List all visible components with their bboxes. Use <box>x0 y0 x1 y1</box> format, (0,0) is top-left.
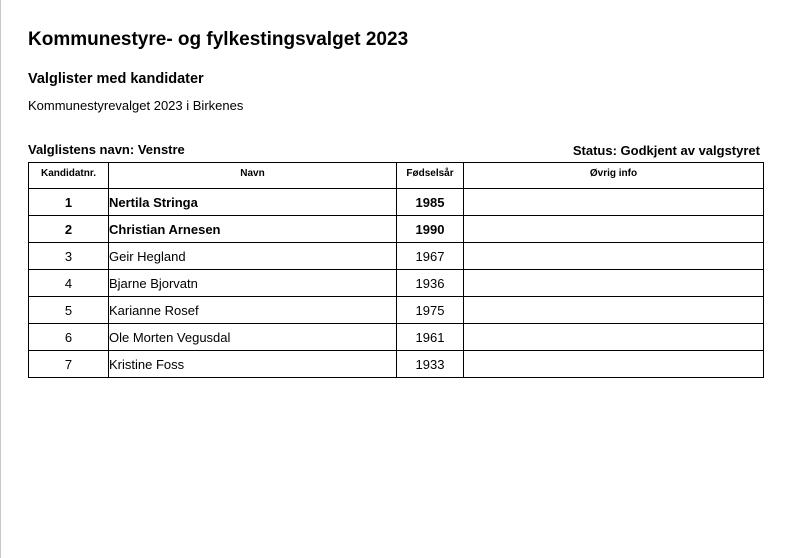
list-name-label: Valglistens navn: Venstre <box>28 142 185 157</box>
candidate-number-cell: 4 <box>29 270 109 297</box>
candidate-name-cell: Geir Hegland <box>109 243 397 270</box>
election-name: Kommunestyrevalget 2023 i Birkenes <box>28 98 244 113</box>
candidate-name-cell: Ole Morten Vegusdal <box>109 324 397 351</box>
candidate-number-cell: 7 <box>29 351 109 378</box>
table-row <box>29 189 764 216</box>
table-row <box>29 243 764 270</box>
candidate-name-cell: Christian Arnesen <box>109 216 397 243</box>
candidate-number-cell: 6 <box>29 324 109 351</box>
list-status-label: Status: Godkjent av valgstyret <box>572 143 760 158</box>
column-header-name: Navn <box>109 163 397 189</box>
candidate-birth-year-cell: 1990 <box>397 216 464 243</box>
candidates-table <box>28 162 764 378</box>
candidate-other-info-cell <box>464 243 764 270</box>
table-row <box>29 324 764 351</box>
candidate-other-info-cell <box>464 297 764 324</box>
table-row <box>29 297 764 324</box>
candidate-birth-year-cell: 1985 <box>397 189 464 216</box>
candidate-number-cell: 2 <box>29 216 109 243</box>
column-header-other-info: Øvrig info <box>464 163 764 189</box>
candidates-table-body <box>29 189 764 378</box>
table-row <box>29 216 764 243</box>
candidate-other-info-cell <box>464 189 764 216</box>
candidate-other-info-cell <box>464 216 764 243</box>
candidate-name-cell: Bjarne Bjorvatn <box>109 270 397 297</box>
table-header-row <box>29 163 764 189</box>
candidate-other-info-cell <box>464 351 764 378</box>
page-title: Kommunestyre- og fylkestingsvalget 2023 <box>28 29 409 50</box>
candidate-birth-year-cell: 1967 <box>397 243 464 270</box>
column-header-birth-year: Fødselsår <box>397 163 464 189</box>
page-subtitle: Valglister med kandidater <box>28 71 204 87</box>
candidate-number-cell: 5 <box>29 297 109 324</box>
candidate-name-cell: Nertila Stringa <box>109 189 397 216</box>
candidate-birth-year-cell: 1961 <box>397 324 464 351</box>
candidate-name-cell: Kristine Foss <box>109 351 397 378</box>
candidate-number-cell: 3 <box>29 243 109 270</box>
table-row <box>29 270 764 297</box>
candidate-birth-year-cell: 1933 <box>397 351 464 378</box>
candidate-number-cell: 1 <box>29 189 109 216</box>
column-header-candidate-number: Kandidatnr. <box>29 163 109 189</box>
candidate-name-cell: Karianne Rosef <box>109 297 397 324</box>
candidate-other-info-cell <box>464 270 764 297</box>
table-row <box>29 351 764 378</box>
candidate-birth-year-cell: 1975 <box>397 297 464 324</box>
candidate-other-info-cell <box>464 324 764 351</box>
candidate-birth-year-cell: 1936 <box>397 270 464 297</box>
